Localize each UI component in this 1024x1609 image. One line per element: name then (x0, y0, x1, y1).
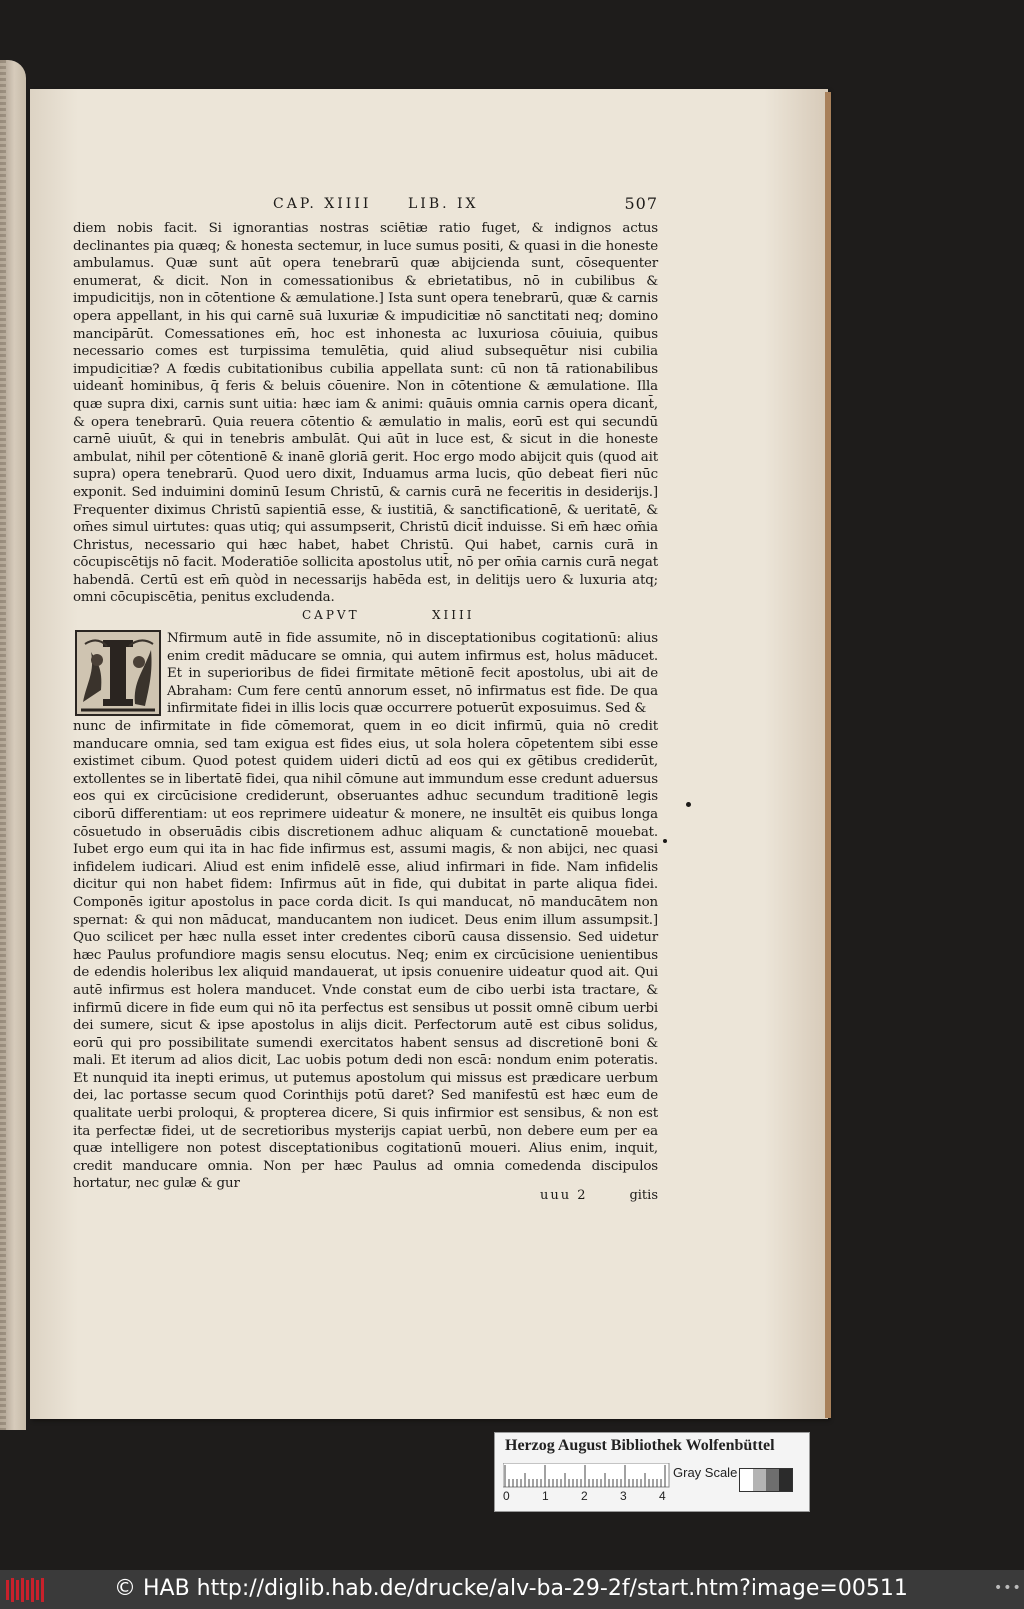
ruler-number: 3 (620, 1489, 627, 1503)
footer-bar (0, 1570, 1024, 1609)
chapter-heading (302, 608, 542, 626)
gray-scale-label: Gray Scale (673, 1465, 738, 1480)
signature-mark: uuu 2 (540, 1188, 588, 1203)
body-paragraph-2-head: Nfirmum autē in fide assumite, nō in disceptationibus cogitationū: alius enim credit māducare se omnia, qui autem infirmus est, holus māducet. Et in superioribus de fidei firmitate mētionē fecit apostolus, ubi ait de Abraham: Cum fere centū annorum esset, nō infirmatus est fide. De qua infirmitate fidei in illis locis quæ occurrere potuerūt exposuimus. Sed & (167, 631, 658, 717)
ruler-number: 1 (542, 1489, 549, 1503)
more-options-icon[interactable]: ••• (994, 1580, 1022, 1596)
running-header (273, 196, 658, 218)
page-fore-edge (825, 92, 831, 1418)
chapter-heading-label: CAPVT (302, 608, 360, 622)
chapter-heading-number: XIIII (432, 608, 475, 622)
catchword-line (540, 1188, 658, 1206)
header-chapter: CAP. XIIII (273, 196, 372, 212)
catchword: gitis (629, 1188, 658, 1203)
previous-page-edge (0, 60, 26, 1430)
gray-scale-patches (739, 1468, 793, 1492)
gray-patch (753, 1469, 766, 1491)
folio-number: 507 (624, 194, 658, 213)
margin-mark-icon (663, 839, 667, 843)
color-reference-card (494, 1432, 810, 1512)
library-name: Herzog August Bibliothek Wolfenbüttel (505, 1437, 775, 1454)
margin-mark-icon (686, 802, 691, 807)
page-stack (0, 60, 6, 1430)
decorated-initial-icon (75, 630, 161, 716)
copyright-url[interactable]: © HAB http://diglib.hab.de/drucke/alv-ba-29-2f/start.htm?image=00511 (114, 1576, 908, 1601)
body-paragraph-1: diem nobis facit. Si ignorantias nostras sciētiæ ratio fuget, & indignos actus declinantes pia quæq; & honesta sectemur, in luce sumus positi, & quasi in die honeste ambulamus. Quæ sunt aūt opera tenebrarū quæ abijcienda sunt, cōsequenter enumerat, & dicit. Non in comessationibus & ebrietatibus, nō in cubilibus & impudicitijs, non in cōtentione & æmulatione.] Ista sunt opera tenebrarū, quæ & carnis opera appellant, in his qui carnē suā luxuriæ & impudicitiæ nō sanctitati neq; domino mancipārūt. Comessationes em̄, hoc est inhonesta ac luxuriosa cōuiuia, quibus necessario comes est turpissima temulētia, quid aliud subsequētur nisi cubilia impudicitiæ? A fœdis cubitationibus cubilia appellata sunt: cū non tā rationabilibus uideant̄ hominibus, q̄ feris & beluis cōuenire. Non in cōtentione & æmulatione. Illa quæ supra dixi, carnis sunt uitia: hæc iam & animi: quāuis omnia carnis opera dicant̄, & opera tenebrarū. Quia reuera cōtentio & æmulatio in malis, eorū est qui secundū carnē uiuūt, & qui in tenebris ambulāt. Qui aūt in luce est, & sicut in die honeste ambulat, nihil per cōtentionē & inanē gloriā gerit. Hoc ergo modo abijcit quis (quod ait supra) opera tenebrarū. Quod uero dixit, Induamus arma lucis, qūo debeat fieri nūc exponit. Sed induimini dominū Iesum Christū, & carnis curā ne feceritis in desiderijs.] Frequenter diximus Christū sapientiā esse, & iustitiā, & sanctificationē, & ueritatē, & om̄es simul uirtutes: quas utiq; qui assumpserit, Christū dicit̄ induisse. Si em̄ hæc om̄ia Christus, necessario qui hæc habet, habet Christū. Qui habet, carnis curā in cōcupiscētijs nō facit. Moderatiōe sollicita apostolus utit̄, nō per om̄ia carnis curā negat habendā. Certū est em̄ quòd in necessarijs habēda est, in delitijs uero & luxuria atq; omni cōcupiscētia, penitus excludenda. (73, 221, 658, 606)
ruler-number: 4 (659, 1489, 666, 1503)
gray-patch (740, 1469, 753, 1491)
ruler-number: 0 (503, 1489, 510, 1503)
ruler-number: 2 (581, 1489, 588, 1503)
hab-logo-icon (5, 1576, 45, 1604)
ruler-icon (503, 1463, 671, 1489)
gray-patch (766, 1469, 779, 1491)
body-paragraph-2: nunc de infirmitate in fide cōmemorat, quem in eo dicit infirmū, quia nō credit manducare omnia, sed tam exigua est fides eius, ut sola holera cōpetentem sibi esse existimet cibum. Quod potest quidem uideri dictū ad eos qui ex gētibus crediderūt, extollentes se in libertatē fidei, qua nihil cōmune aut immundum esse credunt aduersus eos qui ex circūcisione crediderunt, obseruantes adhuc secundum traditionē legis ciborū differentiam: ut eos reprimere uideatur & monere, ne insultēt eis quibus longa cōsuetudo in obseruādis cibis discretionem adhuc aliquam & cunctationē mouebat. Iubet ergo eum qui ita in hac fide infirmus est, assumi magis, & non abijci, nec quasi infidelem iudicari. Aliud est enim infidelē esse, aliud infirmari in fide. Nam infidelis dicitur qui non habet fidem: Infirmus aūt in fide, qui dubitat in parte aliqua fidei. Componēs igitur apostolus in pace corda dicit. Is qui manducat, nō manducātem non spernat: & qui non māducat, manducantem non iudicet. Deus enim illum assumpsit.] Quo scilicet per hæc nulla esset inter credentes ciborū causa dissensio. Sed uidetur hæc Paulus profundiore magis sensu elocutus. Neq; enim ex circūcisione uenientibus de edendis holeribus lex aliquid mandauerat, ut ipsis conuenire uideatur quod ait. Qui autē infirmus est holera manducet. Vnde constat eum de cibo uerbi ista tractare, & infirmū dicere in fide eum qui nō ita perfectus est sensibus ut possit omnē cibum uerbi dei sumere, sicut & ipse apostolus in alijs dicit. Perfectorum autē est cibus solidus, eorū qui pro possibilitate sumendi exercitatos habent sensus ad discretionē boni & mali. Et iterum ad alios dicit, Lac uobis potum dedi non escā: nondum enim poteratis. Et nunquid ita inepti erimus, ut putemus apostolum qui missus est prædicare uerbum dei, lac portasse secum quod Corinthijs potū daret? Sed manifestū est hæc eum de qualitate uerbi proloqui, & propterea dicere, Si quis infirmior est sensibus, & non est ita perfectæ fidei, ut de secretioribus mysterijs capiat uerbū, non debere eum per ea quæ intelligere non potest disceptationibus cogitationū moueri. Alius enim, inquit, credit manducare omnia. Non per hæc Paulus ad omnia comedenda discipulos hortatur, nec gulæ & gur (73, 719, 658, 1192)
header-book: LIB. IX (408, 196, 479, 212)
gray-patch (779, 1469, 792, 1491)
